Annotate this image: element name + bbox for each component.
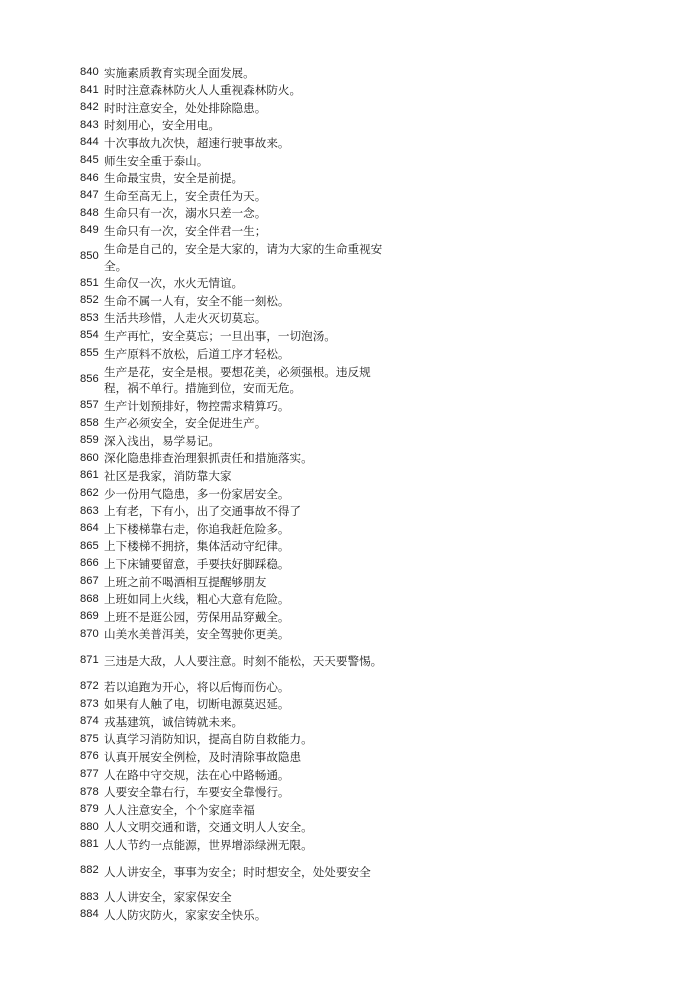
- list-item: [80, 187, 390, 205]
- list-item: [80, 608, 390, 626]
- item-text: 深化隐患排查治理狠抓责任和措施落实。: [104, 451, 313, 466]
- item-text: 若以追跑为开心，将以后悔而伤心。: [104, 679, 290, 694]
- item-number: 846: [80, 171, 99, 184]
- list-item: [80, 713, 390, 731]
- item-number: 842: [80, 101, 99, 114]
- list-item: [80, 854, 390, 889]
- item-number: 875: [80, 732, 99, 745]
- item-number: 874: [80, 715, 99, 728]
- item-number: 863: [80, 504, 99, 517]
- item-number: 883: [80, 890, 99, 903]
- item-text: 生命仅一次，水火无情谊。: [104, 276, 244, 291]
- item-number: 884: [80, 908, 99, 921]
- list-item: [80, 134, 390, 152]
- item-text: 少一份用气隐患，多一份家居安全。: [104, 486, 290, 501]
- item-number: 853: [80, 311, 99, 324]
- list-item: [80, 485, 390, 503]
- item-text: 如果有人触了电，切断电源莫迟延。: [104, 697, 290, 712]
- list-item: [80, 432, 390, 450]
- item-number: 852: [80, 294, 99, 307]
- list-item: [80, 801, 390, 819]
- list-item: [80, 626, 390, 644]
- item-number: 851: [80, 276, 99, 289]
- item-number: 857: [80, 399, 99, 412]
- list-item: [80, 99, 390, 117]
- item-number: 879: [80, 803, 99, 816]
- item-number: 859: [80, 434, 99, 447]
- list-item: [80, 327, 390, 345]
- list-item: [80, 117, 390, 135]
- list-item: [80, 397, 390, 415]
- item-number: 845: [80, 153, 99, 166]
- item-number: 861: [80, 469, 99, 482]
- item-text: 十次事故九次快，超速行驶事故来。: [104, 135, 290, 150]
- list-item: [80, 415, 390, 433]
- item-number: 877: [80, 767, 99, 780]
- list-item: [80, 836, 390, 854]
- list-item: [80, 152, 390, 170]
- item-text: 生产原料不放松，后道工序才轻松。: [104, 346, 290, 361]
- item-number: 864: [80, 522, 99, 535]
- list-item: [80, 363, 390, 398]
- item-text: 认真开展安全例检，及时清除事故隐患: [104, 749, 302, 764]
- item-text: 实施素质教育实现全面发展。: [104, 65, 255, 80]
- list-item: [80, 205, 390, 223]
- item-text: 认真学习消防知识，提高自防自救能力。: [104, 732, 313, 747]
- list-item: [80, 222, 390, 240]
- item-number: 876: [80, 750, 99, 763]
- item-text: 师生安全重于泰山。: [104, 153, 209, 168]
- item-text: 生产是花，安全是根。要想花美，必须强根。违反规程，祸不单行。措施到位，安而无危。: [104, 364, 371, 396]
- item-number: 862: [80, 487, 99, 500]
- item-text: 人人讲安全，家家保安全: [104, 890, 232, 905]
- list-item: [80, 819, 390, 837]
- item-text: 上有老，下有小，出了交通事故不得了: [104, 504, 302, 519]
- item-text: 人人讲安全，事事为安全；时时想安全，处处要安全: [104, 864, 371, 879]
- item-number: 880: [80, 820, 99, 833]
- list-item: [80, 678, 390, 696]
- item-number: 844: [80, 136, 99, 149]
- item-number: 855: [80, 346, 99, 359]
- item-text: 人人节约一点能源，世界增添绿洲无限。: [104, 837, 313, 852]
- item-text: 时时注意安全，处处排除隐患。: [104, 100, 267, 115]
- item-text: 生命只有一次，安全伴君一生；: [104, 223, 267, 238]
- list-item: [80, 731, 390, 749]
- item-text: 生产计划预排好，物控需求精算巧。: [104, 398, 290, 413]
- list-item: [80, 503, 390, 521]
- list-item: [80, 555, 390, 573]
- list-item: [80, 240, 390, 275]
- item-text: 生命最宝贵，安全是前提。: [104, 171, 244, 186]
- item-text: 社区是我家，消防靠大家: [104, 469, 232, 484]
- list-item: [80, 467, 390, 485]
- list-item: [80, 696, 390, 714]
- list-item: [80, 310, 390, 328]
- list-item: [80, 784, 390, 802]
- item-text: 三违是大敌，人人要注意。时刻不能松，天天要警惕。: [104, 654, 383, 668]
- item-text: 生活共珍惜，人走火灭切莫忘。: [104, 311, 267, 326]
- list-item: [80, 275, 390, 293]
- item-number: 860: [80, 451, 99, 464]
- item-number: 866: [80, 557, 99, 570]
- item-text: 戎基建筑，诚信铸就未来。: [104, 714, 244, 729]
- list-item: [80, 292, 390, 310]
- numbered-slogan-list: [80, 64, 390, 924]
- item-text: 上班之前不喝酒相互提醒够朋友: [104, 574, 267, 589]
- list-item: [80, 538, 390, 556]
- item-number: 848: [80, 206, 99, 219]
- list-item: [80, 748, 390, 766]
- list-item: [80, 450, 390, 468]
- item-text: 上下楼梯不拥挤，集体活动守纪律。: [104, 539, 290, 554]
- list-item: [80, 573, 390, 591]
- item-number: 843: [80, 118, 99, 131]
- list-item: [80, 889, 390, 907]
- list-item: [80, 82, 390, 100]
- item-number: 881: [80, 838, 99, 851]
- item-number: 870: [80, 627, 99, 640]
- list-item: [80, 906, 390, 924]
- item-number: 841: [80, 83, 99, 96]
- item-text: 人要安全靠右行，车要安全靠慢行。: [104, 785, 290, 800]
- item-text: 时时注意森林防火人人重视森林防火。: [104, 83, 302, 98]
- list-item: [80, 345, 390, 363]
- item-text: 时刻用心，安全用电。: [104, 118, 220, 133]
- item-text: 生命至高无上，安全责任为天。: [104, 188, 267, 203]
- item-text: 生产必须安全，安全促进生产。: [104, 416, 267, 431]
- item-number: 869: [80, 610, 99, 623]
- item-number: 847: [80, 189, 99, 202]
- item-number: 873: [80, 697, 99, 710]
- item-number: 872: [80, 680, 99, 692]
- item-number: 856: [80, 373, 99, 385]
- item-text: 上下楼梯靠右走，你追我赶危险多。: [104, 521, 290, 536]
- item-text: 生产再忙，安全莫忘；一旦出事，一切泡汤。: [104, 328, 336, 343]
- list-item: [80, 520, 390, 538]
- item-text: 山美水美普洱美，安全驾驶你更美。: [104, 627, 290, 642]
- item-number: 858: [80, 416, 99, 429]
- list-item: [80, 643, 390, 678]
- item-text: 人人防灾防火，家家安全快乐。: [104, 907, 267, 922]
- list-item: [80, 170, 390, 188]
- item-text: 深入浅出，易学易记。: [104, 433, 220, 448]
- list-item: [80, 591, 390, 609]
- item-text: 生命是自己的，安全是大家的，请为大家的生命重视安全。: [104, 242, 383, 273]
- item-number: 878: [80, 785, 99, 798]
- item-text: 生命不属一人有，安全不能一刻松。: [104, 293, 290, 308]
- item-text: 上班如同上火线，粗心大意有危险。: [104, 592, 290, 607]
- item-text: 上班不是逛公园，劳保用品穿戴全。: [104, 609, 290, 624]
- item-text: 人人文明交通和谐，交通文明人人安全。: [104, 820, 313, 835]
- item-number: 882: [80, 864, 99, 877]
- list-item: [80, 766, 390, 784]
- item-number: 867: [80, 575, 99, 588]
- item-text: 人在路中守交规，法在心中路畅通。: [104, 767, 290, 782]
- item-number: 868: [80, 592, 99, 605]
- item-number: 840: [80, 66, 99, 78]
- item-number: 865: [80, 539, 99, 552]
- item-number: 850: [80, 250, 99, 263]
- item-text: 生命只有一次，溺水只差一念。: [104, 206, 267, 221]
- item-number: 871: [80, 653, 99, 666]
- item-text: 上下床铺要留意，手要扶好脚踩稳。: [104, 557, 290, 572]
- item-number: 849: [80, 224, 99, 237]
- item-number: 854: [80, 329, 99, 342]
- list-item: [80, 64, 390, 82]
- item-text: 人人注意安全，个个家庭幸福: [104, 802, 255, 817]
